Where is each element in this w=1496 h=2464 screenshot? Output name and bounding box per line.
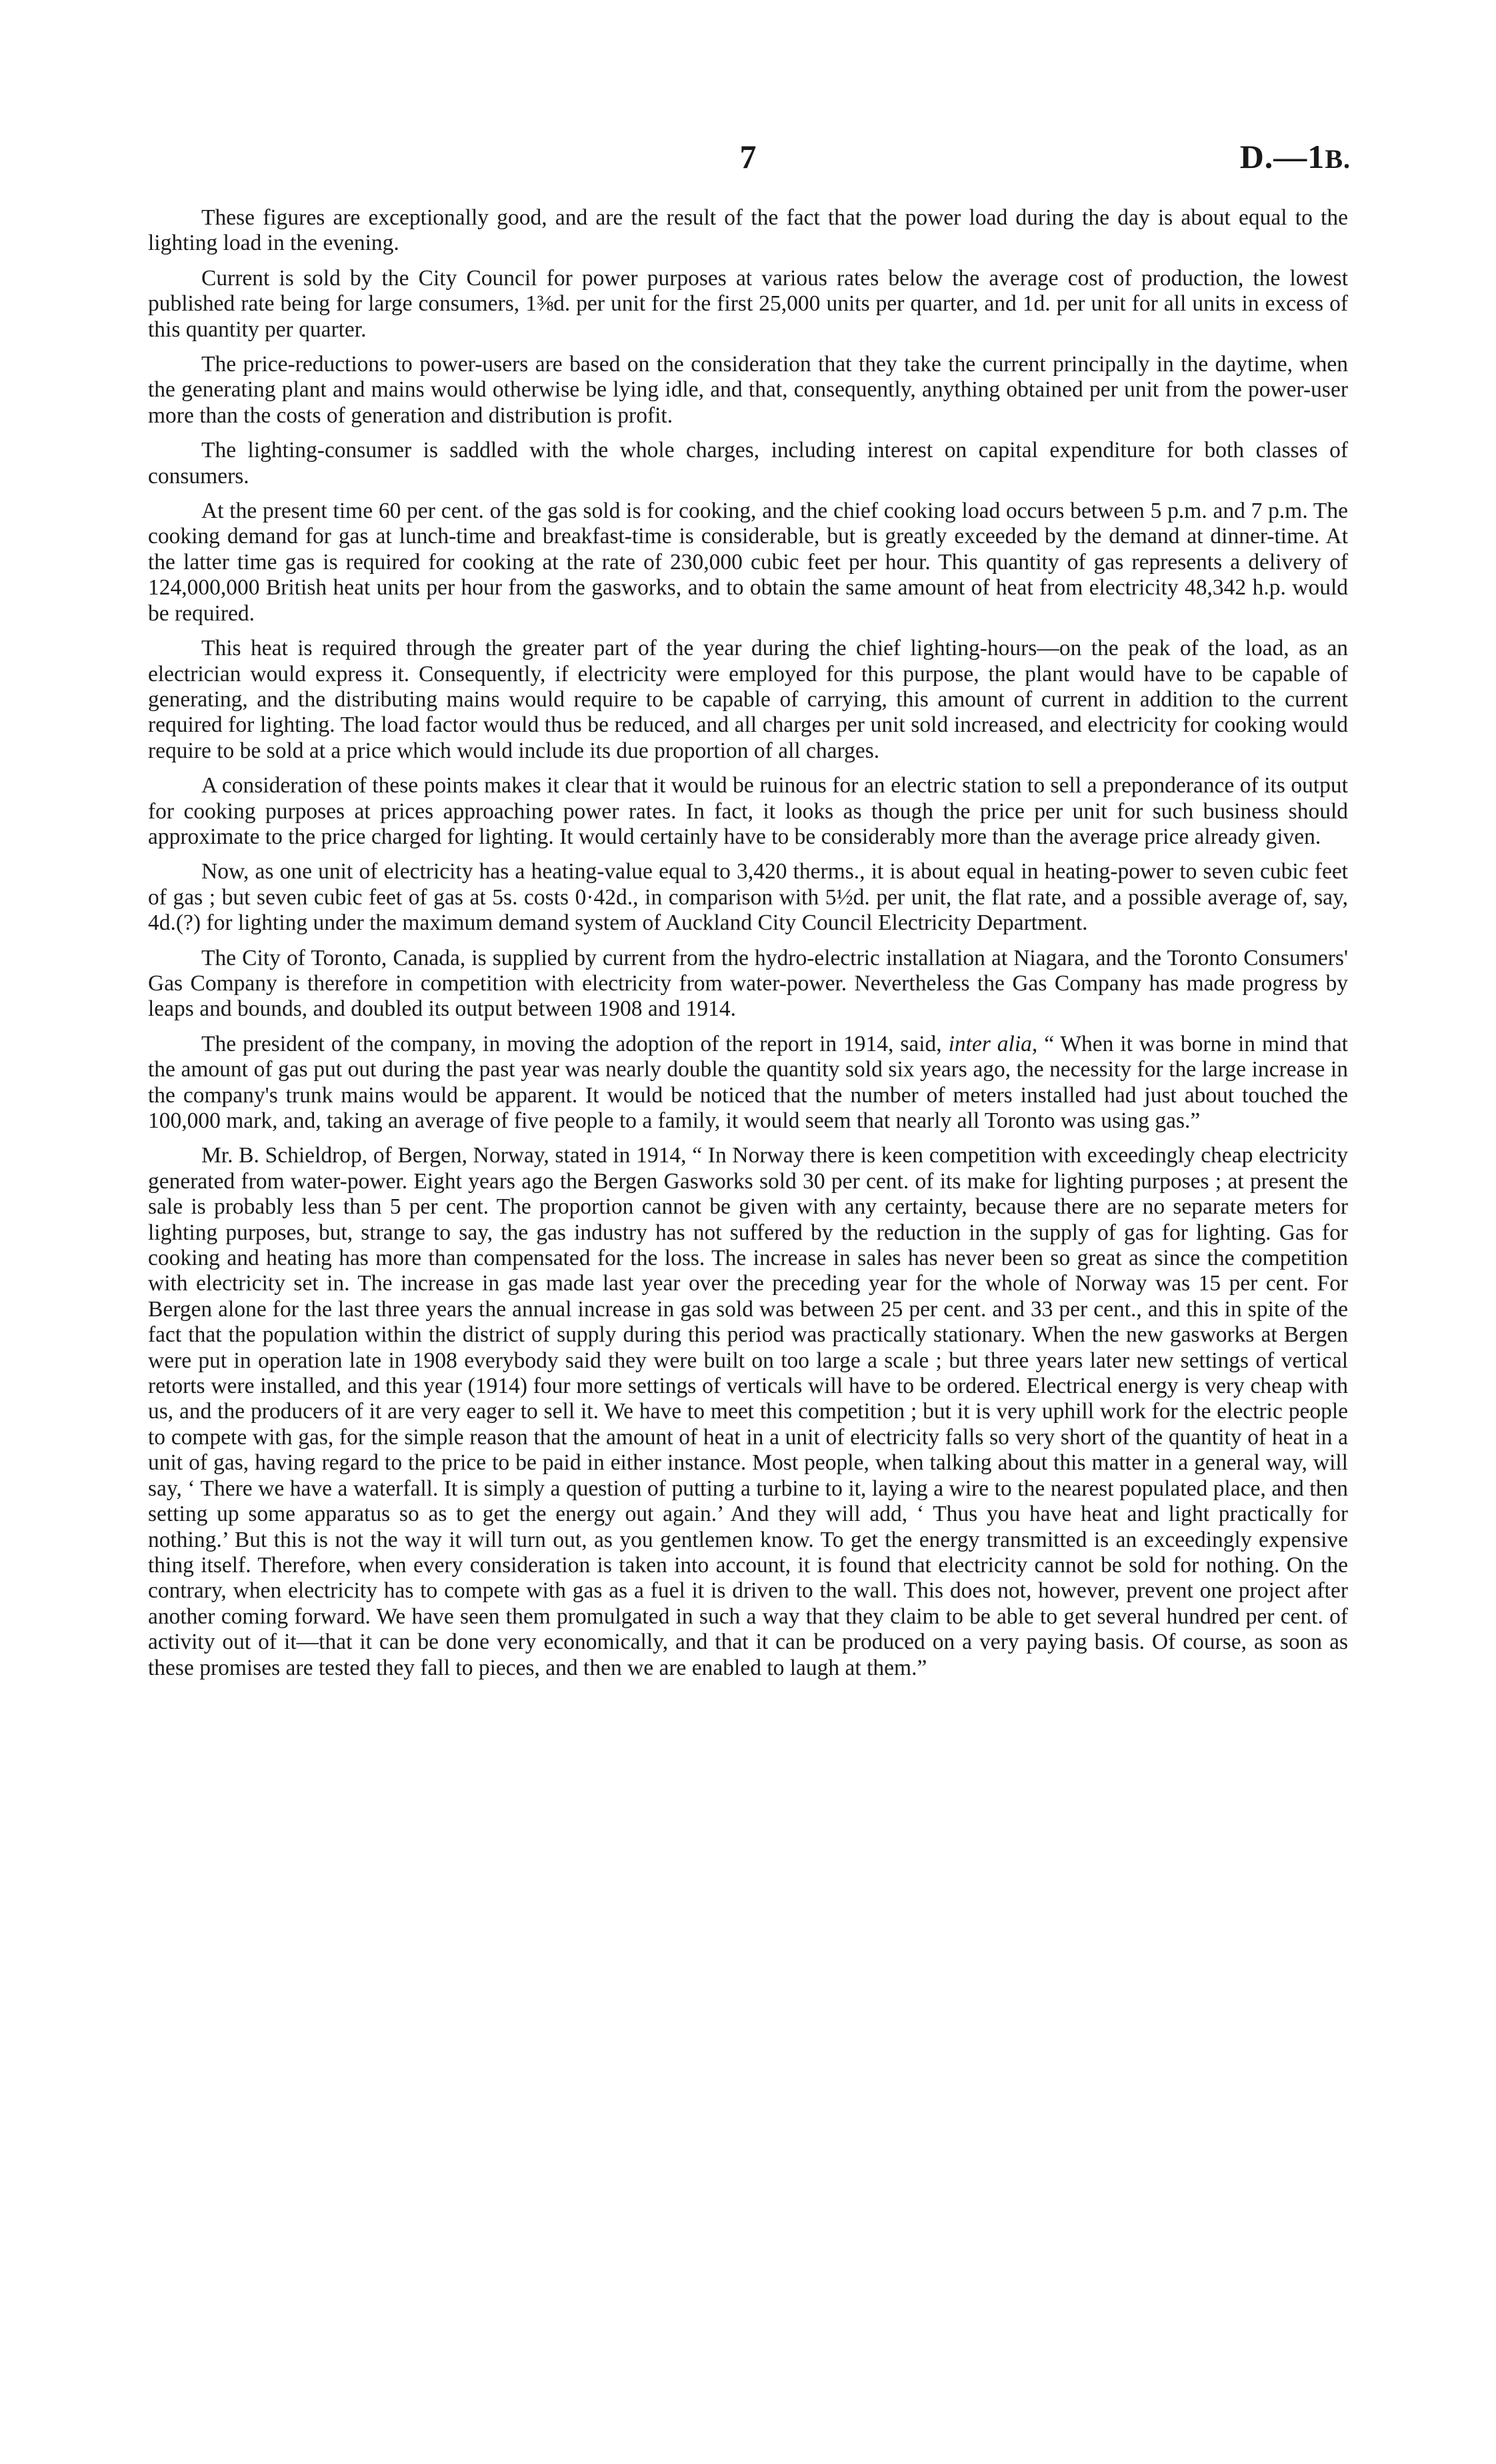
paragraph-4: The lighting-consumer is saddled with the whole charges, including interest on capital expenditure for both classes of consumers.: [148, 438, 1348, 489]
document-reference-main: D.—1: [1239, 138, 1325, 175]
body-text: [148, 205, 1348, 1690]
paragraph-9: The City of Toronto, Canada, is supplied by current from the hydro-electric installation at Niagara, and the Toronto Consumers' Gas Company is therefore in competition with electricity from water-power. Nevertheless the Gas Company has made progress by leaps and bounds, and doubled its output between 1908 and 1914.: [148, 945, 1348, 1022]
paragraph-3: The price-reductions to power-users are based on the consideration that they take the current principally in the daytime, when the generating plant and mains would otherwise be lying idle, and that, consequently, anything obtained per unit from the power-user more than the costs of generation and distribution is profit.: [148, 352, 1348, 428]
paragraph-8: Now, as one unit of electricity has a heating-value equal to 3,420 therms., it is about equal in heating-power to seven cubic feet of gas ; but seven cubic feet of gas at 5s. costs 0·42d., in comparison with 5½d. per unit, the flat rate, and a possible average of, say, 4d.(?) for lighting under the maximum demand system of Auckland City Council Electricity Department.: [148, 859, 1348, 936]
president-quote-intro: The president of the company, in moving the adoption of the report in 1914, said,: [201, 1031, 949, 1056]
paragraph-11: Mr. B. Schieldrop, of Bergen, Norway, stated in 1914, “ In Norway there is keen competition with exceedingly cheap electricity generated from water-power. Eight years ago the Bergen Gasworks sold 30 per cent. of its make for lighting purposes ; at present the sale is probably less than 5 per cent. The proportion cannot be given with any certainty, because there are no separate meters for lighting purposes, but, strange to say, the gas industry has not suffered by the reduction in the supply of gas for lighting. Gas for cooking and heating has more than compensated for the loss. The increase in sales has never been so great as since the competition with electricity set in. The increase in gas made last year over the preceding year for the whole of Norway was 15 per cent. For Bergen alone for the last three years the annual increase in gas sold was between 25 per cent. and 33 per cent., and this in spite of the fact that the population within the district of supply during this period was practically stationary. When the new gasworks at Bergen were put in operation late in 1908 everybody said they were built on too large a scale ; but three years later new settings of vertical retorts were installed, and this year (1914) four more settings of verticals will have to be ordered. Electrical energy is very cheap with us, and the producers of it are very eager to sell it. We have to meet this competition ; but it is very uphill work for the electric people to compete with gas, for the simple reason that the amount of heat in a unit of electricity falls so very short of the quantity of heat in a unit of gas, having regard to the price to be paid in either instance. Most people, when talking about this matter in a general way, will say, ‘ There we have a waterfall. It is simply a question of putting a turbine to it, laying a wire to the nearest populated place, and then setting up some apparatus so as to get the energy out again.’ And they will add, ‘ Thus you have heat and light practically for nothing.’ But this is not the way it will turn out, as you gentlemen know. To get the energy transmitted is an exceedingly expensive thing itself. Therefore, when every consideration is taken into account, it is found that electricity cannot be sold for nothing. On the contrary, when electricity has to compete with gas as a fuel it is driven to the wall. This does not, however, prevent one project after another coming forward. We have seen them promulgated in such a way that they claim to be able to get several hundred per cent. of activity out of it—that it can be done very economically, and that it can be produced on a very paying basis. Of course, as soon as these promises are tested they fall to pieces, and then we are enabled to laugh at them.”: [148, 1143, 1348, 1680]
page-number: 7: [739, 138, 757, 175]
president-quote-italic: inter alia,: [948, 1031, 1038, 1056]
paragraph-7: A consideration of these points makes it clear that it would be ruinous for an electric station to sell a preponderance of its output for cooking purposes at prices approaching power rates. In fact, it looks as though the price per unit for such business should approximate to the price charged for lighting. It would certainly have to be considerably more than the average price already given.: [148, 773, 1348, 849]
president-quote-body: “ When it was borne in mind that the amount of gas put out during the past year was nearly double the quantity sold six years ago, the necessity for the large increase in the company's trunk mains would be apparent. It would be noticed that the number of meters installed had just about touched the 100,000 mark, and, taking an average of five people to a family, it would seem that nearly all Toronto was using gas.”: [148, 1031, 1348, 1133]
paragraph-10: [148, 1032, 1348, 1134]
paragraph-5: At the present time 60 per cent. of the gas sold is for cooking, and the chief cooking load occurs between 5 p.m. and 7 p.m. The cooking demand for gas at lunch-time and breakfast-time is considerable, but is greatly exceeded by the demand at dinner-time. At the latter time gas is required for cooking at the rate of 230,000 cubic feet per hour. This quantity of gas represents a delivery of 124,000,000 British heat units per hour from the gasworks, and to obtain the same amount of heat from electricity 48,342 h.p. would be required.: [148, 499, 1348, 626]
paragraph-1: These figures are exceptionally good, and are the result of the fact that the power load during the day is about equal to the lighting load in the evening.: [148, 205, 1348, 256]
document-reference: [1240, 140, 1351, 173]
document-reference-sub: B.: [1325, 144, 1351, 174]
paragraph-6: This heat is required through the greater part of the year during the chief lighting-hours—on the peak of the load, as an electrician would express it. Consequently, if electricity were employed for this purpose, the plant would have to be capable of generating, and the distributing mains would require to be capable of carrying, this amount of current in addition to the current required for lighting. The load factor would thus be reduced, and all charges per unit sold increased, and electricity for cooking would require to be sold at a price which would include its due proportion of all charges.: [148, 636, 1348, 763]
paragraph-2: Current is sold by the City Council for power purposes at various rates below the average cost of production, the lowest published rate being for large consumers, 1⅜d. per unit for the first 25,000 units per quarter, and 1d. per unit for all units in excess of this quantity per quarter.: [148, 265, 1348, 342]
